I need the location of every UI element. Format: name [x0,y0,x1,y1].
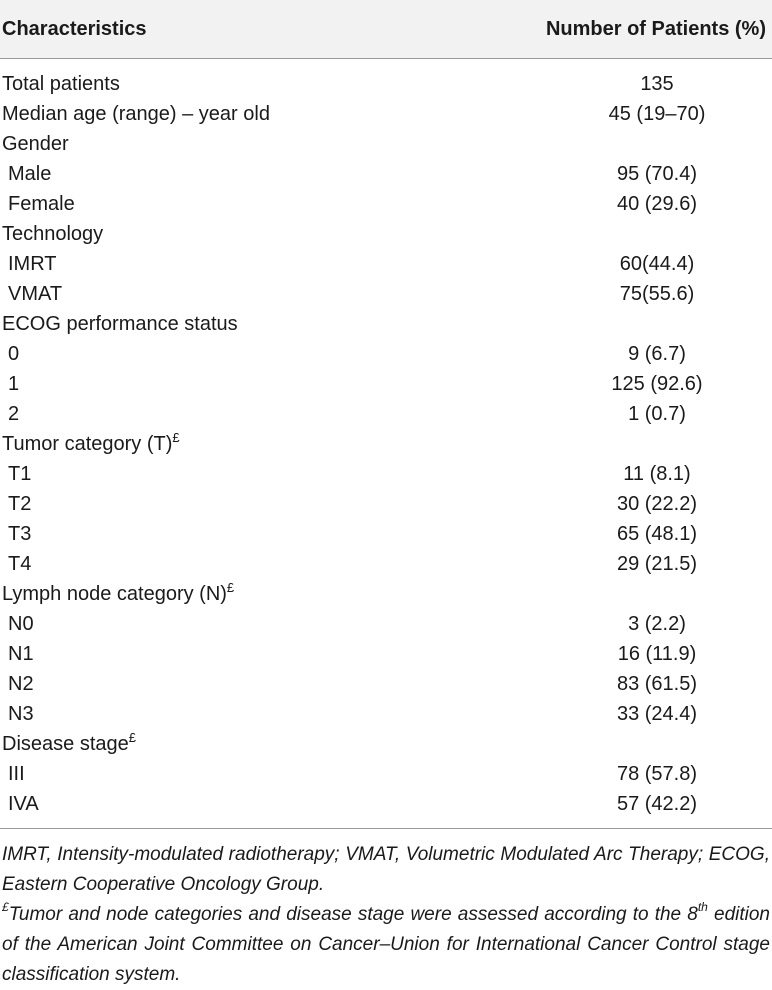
row-label-text: Male [8,163,52,185]
row-label [8,699,34,729]
row-label [8,549,31,579]
row-label [8,639,34,669]
row-value: 16 (11.9) [617,643,697,665]
row-label-text: Median age (range) – year old [2,103,270,125]
table-row [0,279,772,309]
row-value: 40 (29.6) [616,193,698,215]
row-value: 3 (2.2) [628,613,686,635]
row-value: 135 [640,73,674,95]
table-row [0,429,772,459]
row-label [2,129,69,159]
row-value: 9 (6.7) [628,343,686,365]
row-label-text: T3 [8,523,32,545]
row-label [8,339,19,369]
table-row [0,339,772,369]
table-row [0,249,772,279]
row-label-text: T1 [8,463,32,485]
row-value: 60(44.4) [619,253,695,275]
row-label [8,759,25,789]
header-characteristics: Characteristics [2,18,147,40]
header-number-of-patients: Number of Patients (%) [545,18,766,40]
row-label-text: Female [8,193,75,215]
row-label-text: 0 [8,343,20,365]
row-label-text: III [8,763,25,785]
row-value: 29 (21.5) [616,553,698,575]
row-label-text: N1 [8,643,34,665]
footnote-text-a: Tumor and node categories and disease stage were assessed according to the 8 [8,904,698,925]
footnote-marker: £ [172,430,180,445]
table-row [0,459,772,489]
footnote-ordinal: th [697,900,708,914]
row-label [8,159,51,189]
table-row [0,519,772,549]
row-label-text: N3 [8,703,34,725]
table-row [0,219,772,249]
row-value: 45 (19–70) [608,103,706,125]
row-label [8,369,19,399]
row-label-text: ECOG performance status [2,313,238,335]
row-label-text: Technology [2,223,104,245]
table-row [0,399,772,429]
row-label-text: 1 [8,373,20,395]
row-label-text: Gender [2,133,69,155]
row-value: 11 (8.1) [623,463,691,485]
row-label [8,609,34,639]
table-row [0,729,772,759]
row-label-text: Lymph node category (N) [2,583,227,605]
row-label [8,459,31,489]
row-label [2,69,120,99]
row-value: 78 (57.8) [616,763,698,785]
row-value: 65 (48.1) [616,523,698,545]
table-row [0,69,772,99]
table-bottom-divider [0,828,772,829]
row-value: 1 (0.7) [628,403,686,425]
row-label-text: Tumor category (T) [2,433,173,455]
footnote-text-b: edition of the American Joint Committee on Cancer–Union for International Cancer Control stage classification system. [2,904,770,985]
row-label-text: T2 [8,493,32,515]
row-label [8,249,57,279]
table-row [0,369,772,399]
row-label [2,579,234,609]
row-label [8,489,31,519]
row-label-text: Total patients [2,73,120,95]
row-value: 33 (24.4) [616,703,698,725]
row-label [2,219,103,249]
table-row [0,489,772,519]
table-row [0,129,772,159]
row-label [8,789,39,819]
row-label [2,429,180,459]
row-label [8,399,19,429]
row-label [2,729,136,759]
row-label-text: IMRT [8,253,57,275]
footnote-marker: £ [226,580,235,595]
row-label-text: N0 [8,613,34,635]
row-label-text: N2 [8,673,34,695]
row-value: 125 (92.6) [611,373,703,395]
row-value: 83 (61.5) [616,673,698,695]
table-row [0,309,772,339]
table-row [0,99,772,129]
row-value: 57 (42.2) [616,793,698,815]
row-label-text: T4 [8,553,32,575]
table-header [0,0,772,58]
row-value: 95 (70.4) [616,163,698,185]
table-row [0,639,772,669]
footnote-marker: £ [128,730,136,745]
footnote-symbol: £ [2,900,9,914]
table-row [0,759,772,789]
table-row [0,789,772,819]
header-divider [0,58,772,59]
row-value: 30 (22.2) [616,493,698,515]
table-row [0,549,772,579]
row-label [8,189,75,219]
row-label [2,309,238,339]
row-label-text: VMAT [8,283,63,305]
table-row [0,609,772,639]
row-label [8,279,62,309]
row-value: 75(55.6) [619,283,695,305]
table-row [0,189,772,219]
row-label-text: 2 [8,403,20,425]
row-label [8,669,34,699]
table-row [0,669,772,699]
table-footnotes [2,840,770,990]
table-row [0,159,772,189]
footnote-abbreviations: IMRT, Intensity-modulated radiotherapy; VMAT, Volumetric Modulated Arc Therapy; ECOG, Eastern Cooperative Oncology Group. [2,844,770,895]
table-row [0,699,772,729]
table-row [0,579,772,609]
row-label-text: Disease stage [2,733,129,755]
row-label-text: IVA [8,793,39,815]
row-label [2,99,270,129]
row-label [8,519,31,549]
